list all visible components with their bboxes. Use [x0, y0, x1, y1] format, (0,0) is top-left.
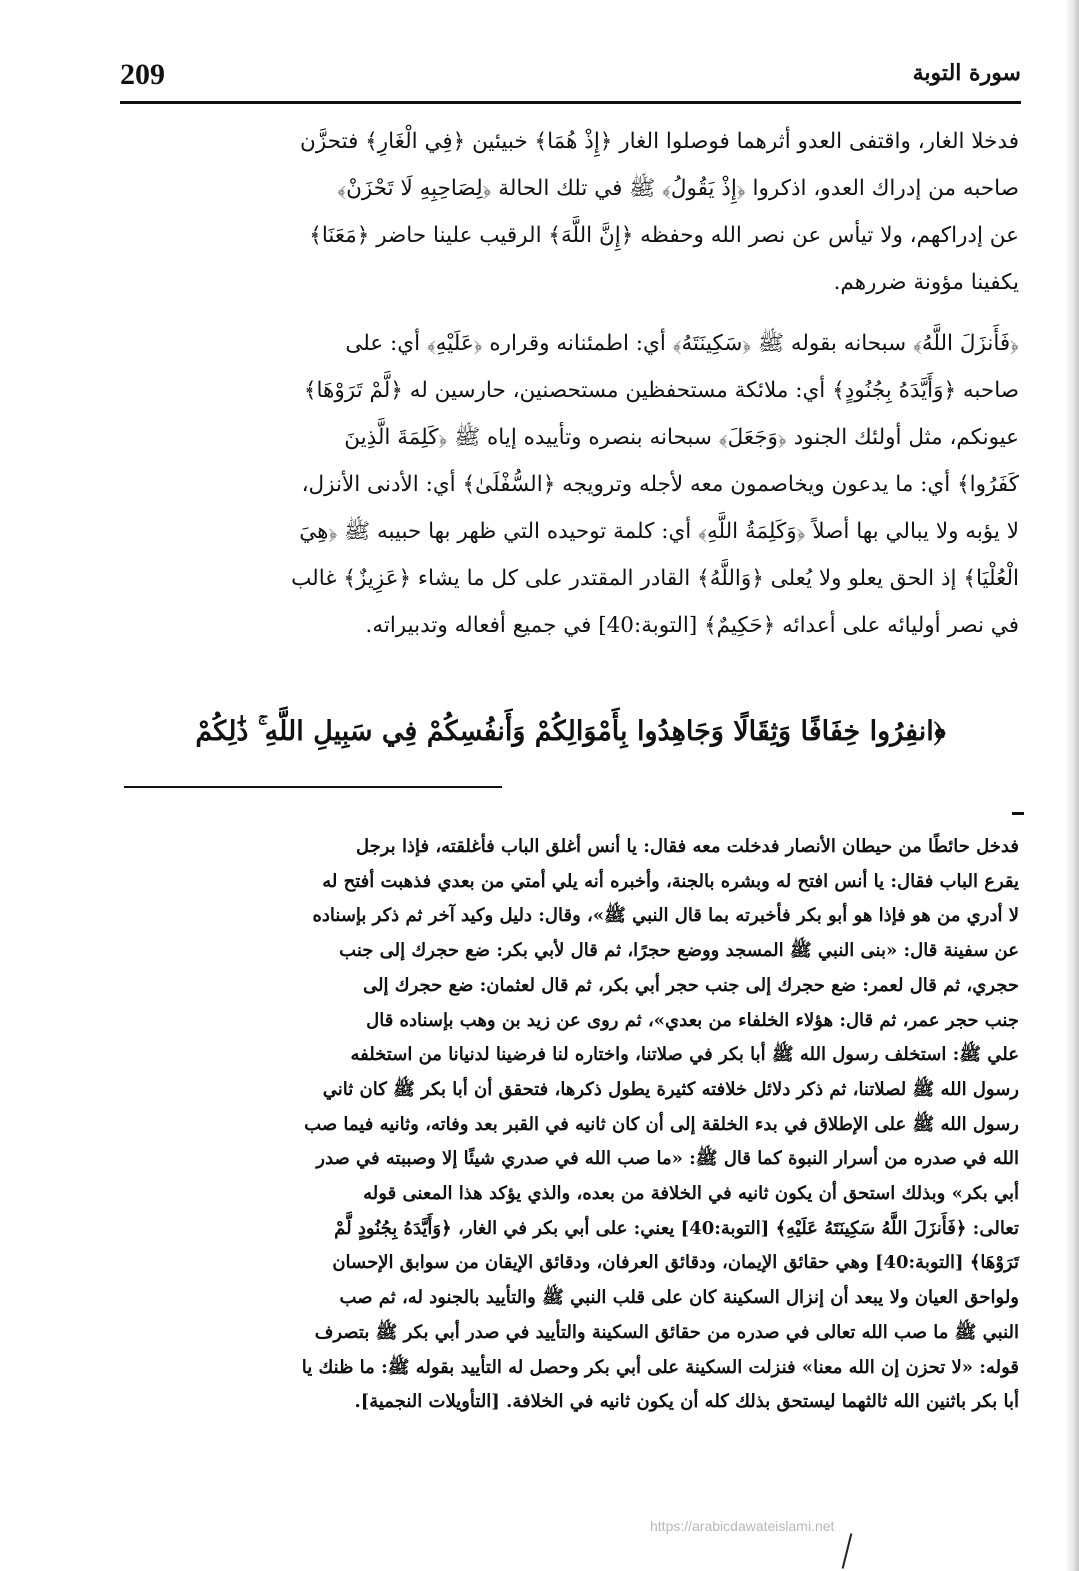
text-line: قوله: «لا تحزن إن الله معنا» فنزلت السكينة على أبي بكر وحصل له التأييد بقوله ﷺ: ما ظنك يا: [301, 1356, 1019, 1378]
scan-page-edge: [1065, 0, 1079, 1571]
text-line: رسول الله ﷺ على الإطلاق في بدء الخلقة إلى أن كان ثانيه في القبر بعد وفاته، وثانيه فيما صب: [304, 1113, 1019, 1135]
text-line: لا أدري من هو فإذا هو أبو بكر فأخبرته بما قال النبي ﷺ»، وقال: دليل وكيد آخر ثم ذكر بإسناده: [312, 905, 1019, 927]
text-line: ولواحق العيان ولا يبعد أن إنزال السكينة كان على قلب النبي ﷺ والتأييد بالجنود له، ثم صب: [339, 1287, 1019, 1309]
tafsir-paragraph: [118, 320, 1019, 649]
text-line: رسول الله ﷺ لصلاتنا، ثم ذكر دلائل خلافته كثيرة يطول ذكرها، فتحقق أن أبا بكر ﷺ كان ثاني: [322, 1078, 1019, 1100]
scan-pen-mark: [842, 1533, 853, 1568]
tafsir-text: [118, 118, 1019, 663]
footnote-divider: [124, 786, 502, 788]
text-line: الله في صدره من أسرار النبوة كما قال ﷺ: «ما صب الله في صدري شيئًا إلا وصببته في صدر: [316, 1148, 1019, 1170]
text-line: يقرع الباب فقال: يا أنس افتح له وبشره بالجنة، وأخبره أنه يلي أمتي من بعدي فذهبت أفتح له: [322, 870, 1019, 892]
text-line: لا يؤبه ولا يبالي بها أصلاً ﴿وَكَلِمَةُ اللَّهِ﴾ أي: كلمة توحيده التي ظهر بها حبيبه ﷺ ﴿هِيَ: [299, 519, 1019, 544]
text-line: تعالى: ﴿فَأَنزَلَ اللَّهُ سَكِينَتَهُ عَلَيْهِ﴾ [التوبة:40] يعني: على أبي بكر في الغار، ﴿وَأَيَّدَهُ بِجُنُودٍ لَّمْ: [334, 1217, 1019, 1239]
footnote-commentary: [118, 830, 1019, 1420]
text-line: فدخلا الغار، واقتفى العدو أثرهما فوصلوا الغار ﴿إِذْ هُمَا﴾ خبيئين ﴿فِي الْغَارِ﴾ فتحزَّن: [300, 129, 1019, 154]
margin-mark: [1012, 812, 1024, 815]
text-line: حجري، ثم قال لعمر: ضع حجرك إلى جنب حجر أبي بكر، ثم قال لعثمان: ضع حجرك إلى: [362, 974, 1019, 996]
surah-title: سورة التوبة: [912, 60, 1021, 86]
text-line: النبي ﷺ ما صب الله تعالى في صدره من حقائق السكينة والتأييد في صدر أبي بكر ﷺ بتصرف: [314, 1321, 1019, 1343]
page-number: 209: [120, 58, 165, 91]
text-line: تَرَوْهَا﴾ [التوبة:40] وهي حقائق الإيمان، ودقائق العرفان، ودقائق الإيقان من سوابق الإحسان: [332, 1252, 1019, 1274]
source-watermark: https://arabicdawateislami.net: [650, 1518, 835, 1534]
text-line: عيونكم، مثل أولئك الجنود ﴿وَجَعَلَ﴾ سبحانه بنصره وتأييده إياه ﷺ ﴿كَلِمَةَ الَّذِينَ: [344, 425, 1019, 450]
text-line: ﴿فَأَنزَلَ اللَّهُ﴾ سبحانه بقوله ﷺ ﴿سَكِينَتَهُ﴾ أي: اطمئنانه وقراره ﴿عَلَيْهِ﴾ أي: على: [345, 331, 1019, 356]
header-divider: [120, 101, 1021, 104]
text-line: علي ﷺ: استخلف رسول الله ﷺ أبا بكر في صلاتنا، واختاره لنا فرضينا لدنيانا من استخلفه: [350, 1044, 1019, 1066]
text-line: أبا بكر باثنين الله ثالثهما ليستحق بذلك كله أن يكون ثانيه في الخلافة. [التأويلات النجمية].: [354, 1391, 1019, 1413]
text-line: عن إدراكهم، ولا تيأس عن نصر الله وحفظه ﴿إِنَّ اللَّهَ﴾ الرقيب علينا حاضر ﴿مَعَنَا﴾: [309, 223, 1019, 248]
tafsir-paragraph: [118, 118, 1019, 306]
text-line: في نصر أوليائه على أعدائه ﴿حَكِيمٌ﴾ [التوبة:40] في جميع أفعاله وتدبيراته.: [365, 613, 1019, 638]
text-line: عن سفينة قال: «بنى النبي ﷺ المسجد ووضع حجرًا، ثم قال لأبي بكر: ضع حجرك إلى جنب: [339, 940, 1019, 962]
text-line: كَفَرُوا﴾ أي: ما يدعون ويخاصمون معه لأجله وترويجه ﴿السُّفْلَىٰ﴾ أي: الأدنى الأنزل،: [301, 472, 1019, 497]
text-line: جنب حجر عمر، ثم قال: هؤلاء الخلفاء من بعدي»، ثم روى عن زيد بن وهب بإسناده قال: [366, 1009, 1019, 1031]
text-line: صاحبه ﴿وَأَيَّدَهُ بِجُنُودٍ﴾ أي: ملائكة مستحفظين مستحصنين، حارسين له ﴿لَّمْ تَرَوْهَا﴾: [303, 378, 1019, 403]
quran-verse: ﴿انفِرُوا خِفَافًا وَثِقَالًا وَجَاهِدُوا بِأَمْوَالِكُمْ وَأَنفُسِكُمْ فِي سَبِيلِ اللَّهِ ۚ ذَٰلِكُمْ: [195, 716, 946, 747]
text-line: أبي بكر» وبذلك استحق أن يكون ثانيه في الخلافة من بعده، والذي يؤكد هذا المعنى قوله: [363, 1183, 1019, 1205]
text-line: صاحبه من إدراك العدو، اذكروا ﴿إِذْ يَقُولُ﴾ ﷺ في تلك الحالة ﴿لِصَاحِبِهِ لَا تَحْزَنْ﴾: [337, 176, 1019, 201]
text-line: الْعُلْيَا﴾ إذ الحق يعلو ولا يُعلى ﴿وَاللَّهُ﴾ القادر المقتدر على كل ما يشاء ﴿عَزِيزٌ﴾ غالب: [291, 566, 1019, 591]
text-line: يكفينا مؤونة ضررهم.: [833, 270, 1019, 295]
page-header: [120, 58, 1021, 98]
text-line: فدخل حائطًا من حيطان الأنصار فدخلت معه فقال: يا أنس أغلق الباب فأغلقته، فإذا برجل: [355, 836, 1019, 857]
